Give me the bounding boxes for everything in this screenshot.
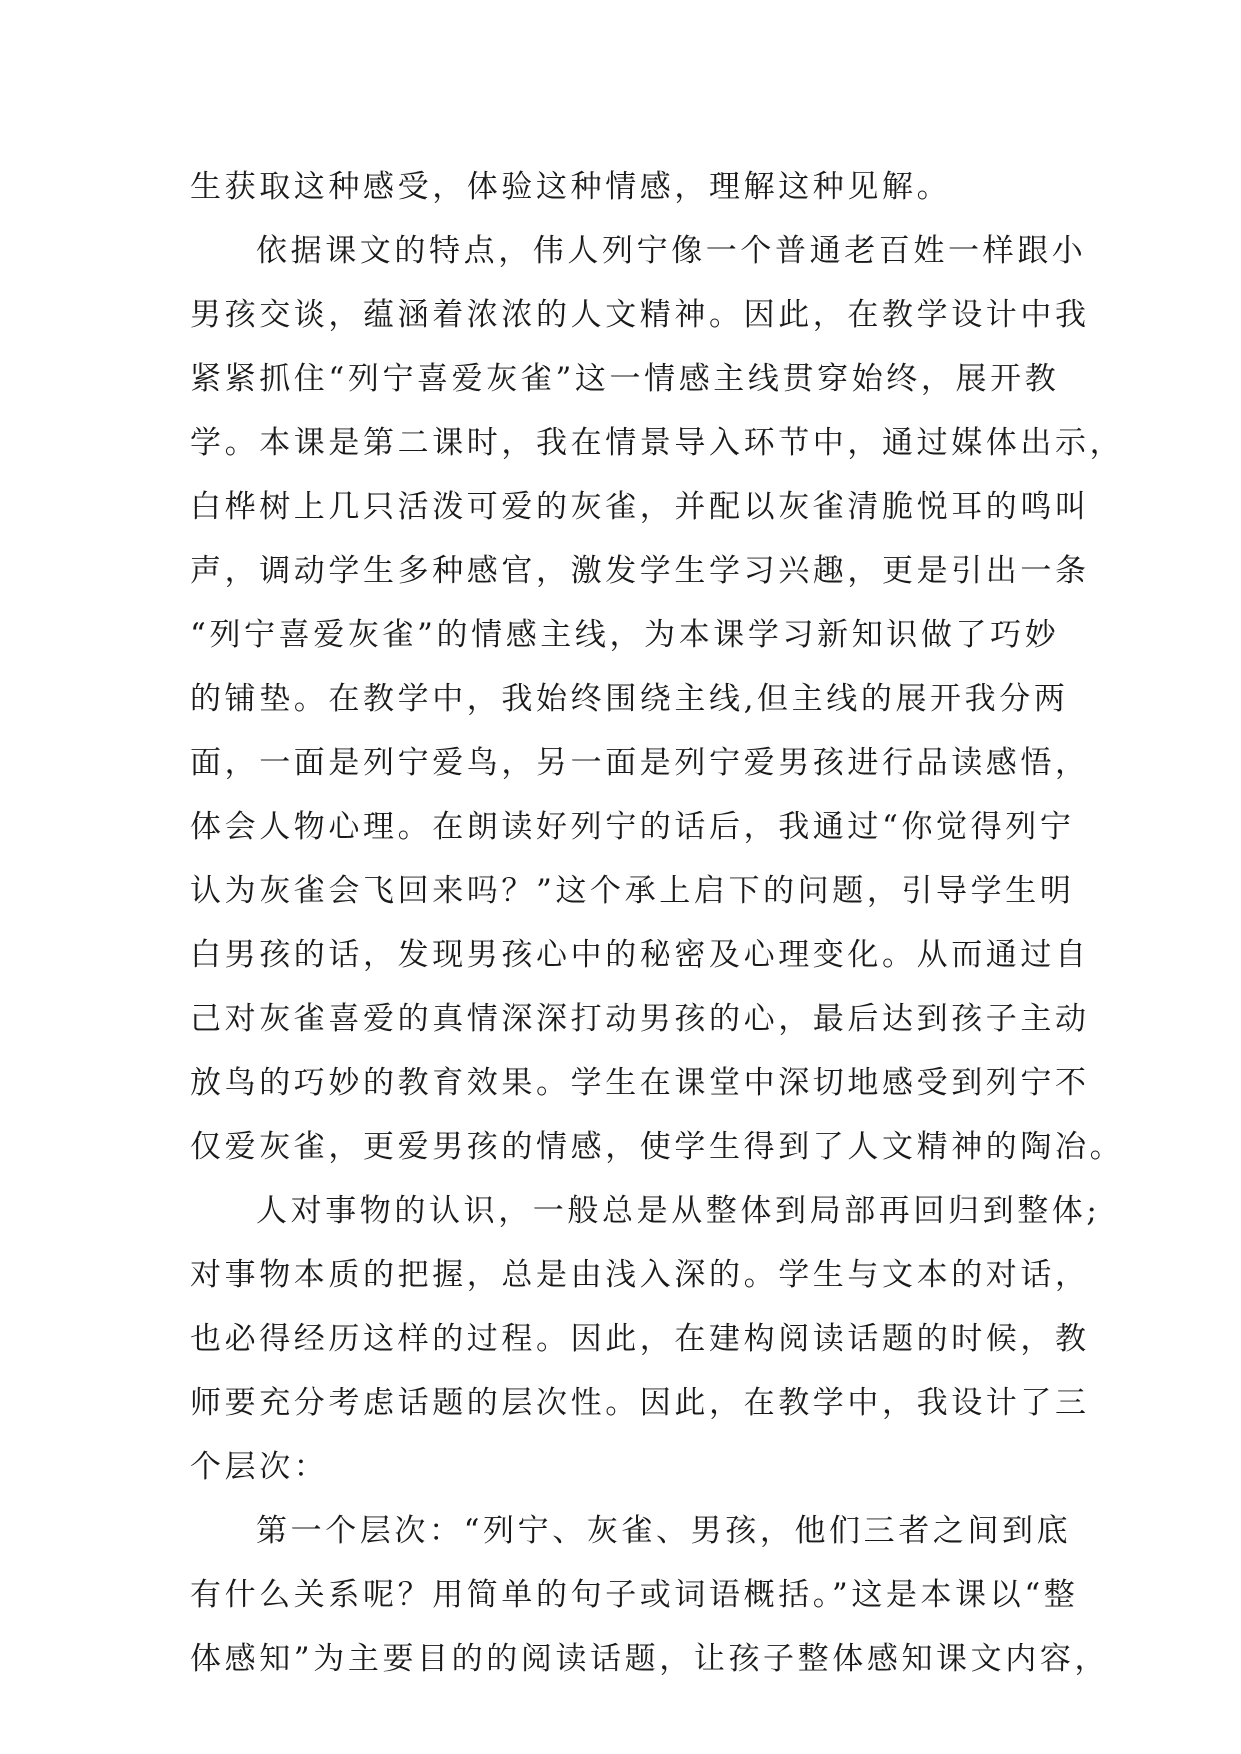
text-line: 声，调动学生多种感官，激发学生学习兴趣，更是引出一条 [190,553,1090,589]
text-line: “列宁喜爱灰雀”的情感主线，为本课学习新知识做了巧妙 [190,617,1060,653]
text-line: 生获取这种感受，体验这种情感，理解这种见解。 [190,169,952,205]
text-line: 人对事物的认识，一般总是从整体到局部再回归到整体; [256,1193,1101,1229]
text-line: 白桦树上几只活泼可爱的灰雀，并配以灰雀清脆悦耳的鸣叫 [190,489,1090,525]
text-line: 学。本课是第二课时，我在情景导入环节中，通过媒体出示， [190,425,1125,461]
text-line: 第一个层次：“列宁、灰雀、男孩，他们三者之间到底 [256,1513,1072,1549]
text-line: 放鸟的巧妙的教育效果。学生在课堂中深切地感受到列宁不 [190,1065,1090,1101]
text-line: 依据课文的特点，伟人列宁像一个普通老百姓一样跟小 [256,233,1087,269]
text-line: 仅爱灰雀，更爱男孩的情感，使学生得到了人文精神的陶冶。 [190,1129,1125,1165]
text-line: 的铺垫。在教学中，我始终围绕主线,但主线的展开我分两 [190,681,1069,717]
text-line: 有什么关系呢？用简单的句子或词语概括。”这是本课以“整 [190,1577,1079,1613]
text-line: 己对灰雀喜爱的真情深深打动男孩的心，最后达到孩子主动 [190,1001,1090,1037]
text-line: 个层次： [190,1449,329,1485]
text-line: 紧紧抓住“列宁喜爱灰雀”这一情感主线贯穿始终，展开教 [190,361,1060,397]
text-line: 也必得经历这样的过程。因此，在建构阅读话题的时候，教 [190,1321,1090,1357]
text-line: 白男孩的话，发现男孩心中的秘密及心理变化。从而通过自 [190,937,1090,973]
text-line: 面，一面是列宁爱鸟，另一面是列宁爱男孩进行品读感悟， [190,745,1090,781]
text-line: 体会人物心理。在朗读好列宁的话后，我通过“你觉得列宁 [190,809,1075,845]
text-line: 认为灰雀会飞回来吗？”这个承上启下的问题，引导学生明 [190,873,1075,909]
body-text [190,155,1125,1691]
text-line: 体感知”为主要目的的阅读话题，让孩子整体感知课文内容， [190,1641,1110,1677]
text-line: 男孩交谈，蕴涵着浓浓的人文精神。因此，在教学设计中我 [190,297,1090,333]
text-line: 师要充分考虑话题的层次性。因此，在教学中，我设计了三 [190,1385,1090,1421]
text-line: 对事物本质的把握，总是由浅入深的。学生与文本的对话， [190,1257,1090,1293]
